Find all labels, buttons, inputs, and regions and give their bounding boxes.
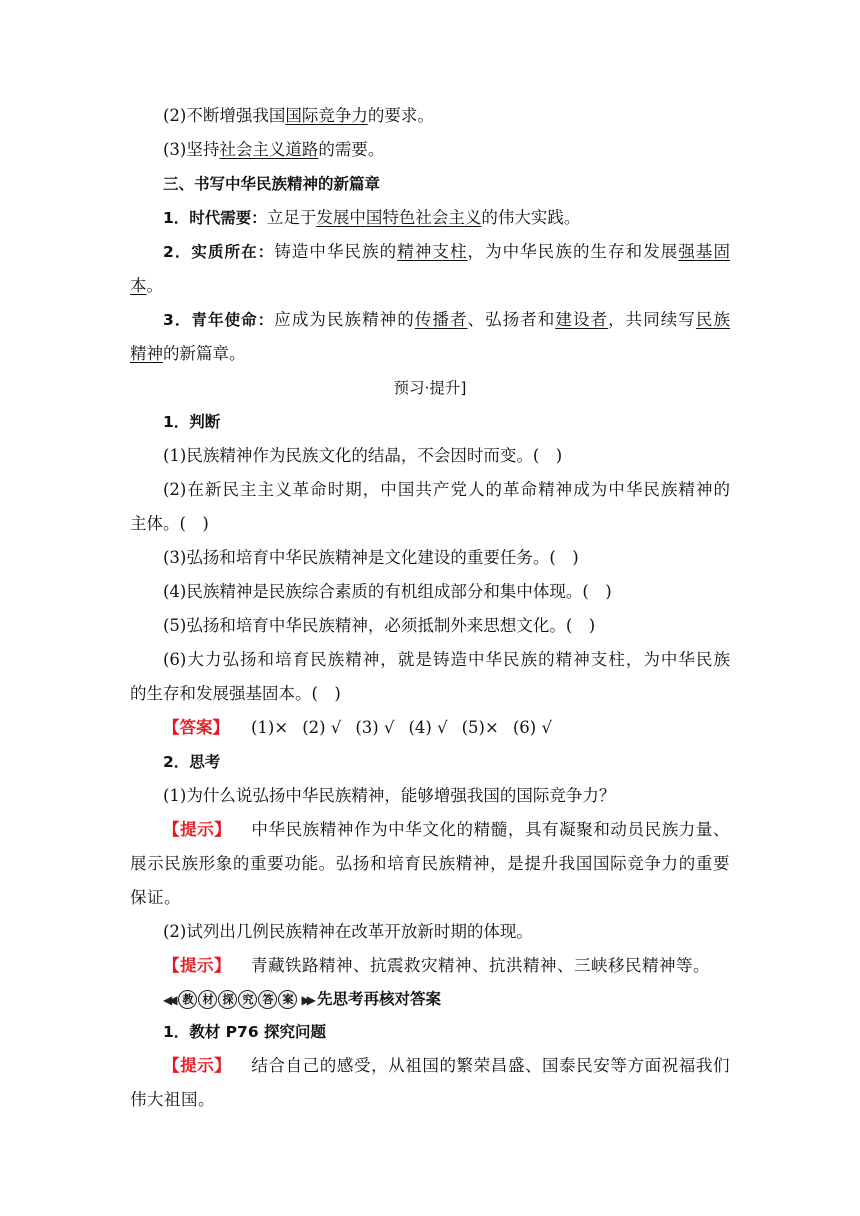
text: ，共同续写 <box>608 310 696 329</box>
question-2-title: 2．思考 <box>163 753 221 771</box>
hint-1-line-2: 展示民族形象的重要功能。弘扬和培育民族精神，是提升我国国际竞争力的重要 <box>130 854 730 873</box>
preview-heading: 预习·提升] <box>393 379 467 397</box>
point-label: 实质所在： <box>191 243 275 261</box>
text: 的要求。 <box>367 106 434 125</box>
double-chevron-right-icon: ▶▶ <box>301 992 312 1007</box>
point-label: 青年使命： <box>191 311 275 329</box>
textbook-explore-badge <box>163 987 315 1013</box>
explore-question-1: 1．教材 P76 探究问题 <box>163 1023 327 1041</box>
answer-item: (1)× <box>251 718 289 737</box>
answer-item: (5)× <box>461 718 499 737</box>
underlined-term: 传播者 <box>414 310 468 329</box>
point-number: 3． <box>163 311 192 329</box>
answer-item: (2) √ <box>302 718 342 737</box>
point-2-line-1 <box>163 240 730 264</box>
think-item-2: (2)试列出几例民族精神在改革开放新时期的体现。 <box>163 922 533 941</box>
section-heading-3: 三、书写中华民族精神的新篇章 <box>163 175 381 193</box>
underlined-term: 精神支柱 <box>397 242 468 261</box>
judge-item-6-line-2: 的生存和发展强基固本。( ) <box>130 684 341 703</box>
hint-text: 结合自己的感受，从祖国的繁荣昌盛、国泰民安等方面祝福我们 <box>251 1056 730 1075</box>
badge-char: 教 <box>178 990 197 1009</box>
badge-char: 究 <box>238 990 257 1009</box>
line-socialism-road <box>163 138 730 162</box>
hint-3-line-2: 伟大祖国。 <box>130 1090 215 1109</box>
text: 。 <box>146 276 163 295</box>
hint-text: 青藏铁路精神、抗震救灾精神、抗洪精神、三峡移民精神等。 <box>251 956 710 975</box>
judge-item-5: (5)弘扬和培育中华民族精神，必须抵制外来思想文化。( ) <box>163 616 596 635</box>
underlined-term: 发展中国特色社会主义 <box>316 208 482 227</box>
text: 的新篇章。 <box>163 344 246 363</box>
answer-label: 【答案】 <box>163 718 229 737</box>
point-number: 2． <box>163 243 192 261</box>
answer-item: (3) √ <box>355 718 395 737</box>
text: ，为中华民族的生存和发展 <box>467 242 679 261</box>
hint-1-line-1 <box>163 818 730 842</box>
point-3-line-1 <box>163 308 730 332</box>
badge-char: 案 <box>278 990 297 1009</box>
text: 的需要。 <box>318 140 385 159</box>
text: 应成为民族精神的 <box>274 310 415 329</box>
judge-item-2-line-1: (2)在新民主主义革命时期，中国共产党人的革命精神成为中华民族精神的 <box>163 480 730 499</box>
underlined-term: 国际竞争力 <box>285 106 368 125</box>
answer-item: (6) √ <box>512 718 552 737</box>
hint-3-line-1 <box>163 1054 730 1078</box>
question-1-title: 1．判断 <box>163 413 221 431</box>
answer-item: (4) √ <box>408 718 448 737</box>
underlined-term: 民族 <box>695 310 730 329</box>
think-item-1: (1)为什么说弘扬中华民族精神，能够增强我国的国际竞争力？ <box>163 786 616 805</box>
judge-item-4: (4)民族精神是民族综合素质的有机组成部分和集中体现。( ) <box>163 582 612 601</box>
badge-char: 答 <box>258 990 277 1009</box>
hint-label: 【提示】 <box>163 1056 232 1075</box>
text: 立足于 <box>266 208 317 227</box>
text: (3)坚持 <box>163 140 220 159</box>
point-1 <box>163 206 730 230</box>
point-number: 1． <box>163 209 190 227</box>
line-competitiveness <box>163 104 730 128</box>
hint-label: 【提示】 <box>163 820 232 839</box>
underlined-term: 社会主义道路 <box>219 140 319 159</box>
badge-char: 探 <box>218 990 237 1009</box>
text: 铸造中华民族的 <box>274 242 398 261</box>
banner-text: 先思考再核对答案 <box>316 990 441 1008</box>
badge-char: 材 <box>198 990 217 1009</box>
hint-2-line <box>163 954 730 978</box>
underlined-term: 精神 <box>130 344 163 363</box>
underlined-term: 强基固 <box>678 242 730 261</box>
double-chevron-left-icon: ◀◀ <box>163 992 174 1007</box>
textbook-explore-banner <box>163 986 730 1013</box>
hint-label: 【提示】 <box>163 956 231 975</box>
point-label: 时代需要： <box>189 209 267 227</box>
underlined-term: 本 <box>130 276 147 295</box>
hint-1-line-3: 保证。 <box>130 888 181 907</box>
answer-line <box>163 716 730 740</box>
point-2-line-2 <box>130 274 730 298</box>
hint-text: 中华民族精神作为中华文化的精髓，具有凝聚和动员民族力量、 <box>251 820 730 839</box>
judge-item-1: (1)民族精神作为民族文化的结晶，不会因时而变。( ) <box>163 446 563 465</box>
judge-item-3: (3)弘扬和培育中华民族精神是文化建设的重要任务。( ) <box>163 548 579 567</box>
text: 、弘扬者和 <box>467 310 556 329</box>
judge-item-6-line-1: (6)大力弘扬和培育民族精神，就是铸造中华民族的精神支柱，为中华民族 <box>163 650 730 669</box>
point-3-line-2 <box>130 342 730 366</box>
underlined-term: 建设者 <box>555 310 609 329</box>
text: 的伟大实践。 <box>481 208 581 227</box>
judge-item-2-line-2: 主体。( ) <box>130 514 209 533</box>
text: (2)不断增强我国 <box>163 106 286 125</box>
